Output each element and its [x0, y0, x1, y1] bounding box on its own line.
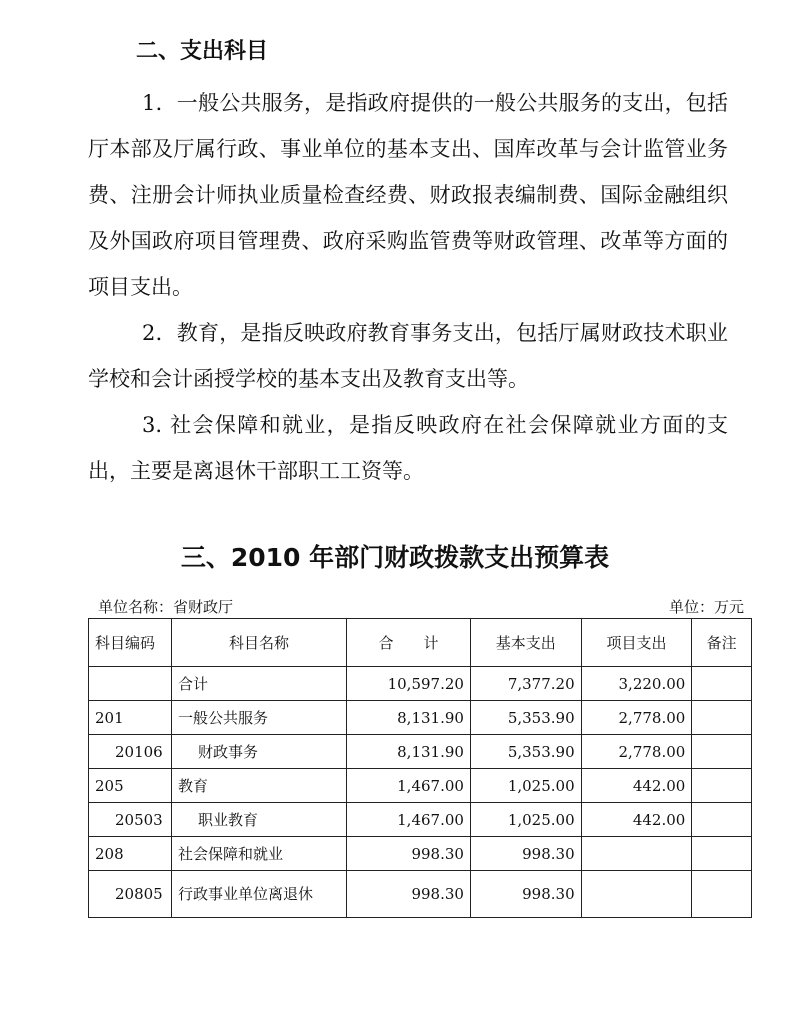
- table-row: [89, 871, 752, 918]
- cell-name: 财政事务: [172, 735, 347, 769]
- header-basic: 基本支出: [470, 619, 581, 667]
- table-row: [89, 667, 752, 701]
- unit-name-label: 单位名称：省财政厅: [98, 598, 234, 616]
- expenditure-descriptions: [88, 80, 728, 494]
- cell-basic: 7,377.20: [470, 667, 581, 701]
- cell-code: [89, 667, 172, 701]
- table-header-row: [89, 619, 752, 667]
- cell-code: 201: [89, 701, 172, 735]
- cell-note: [692, 769, 752, 803]
- cell-project: 3,220.00: [581, 667, 692, 701]
- cell-total: 8,131.90: [347, 735, 471, 769]
- header-project: 项目支出: [581, 619, 692, 667]
- cell-project: 442.00: [581, 769, 692, 803]
- cell-total: 998.30: [347, 871, 471, 918]
- header-code: 科目编码: [89, 619, 172, 667]
- table-row: [89, 837, 752, 871]
- cell-code: 20106: [89, 735, 172, 769]
- cell-name: 行政事业单位离退休: [172, 871, 347, 918]
- paragraph-general-public-services: 1．一般公共服务，是指政府提供的一般公共服务的支出，包括厅本部及厅属行政、事业单位的基本支出、国库改革与会计监管业务费、注册会计师执业质量检查经费、财政报表编制费、国际金融组织及外国政府项目管理费、政府采购监管费等财政管理、改革等方面的项目支出。: [88, 91, 728, 299]
- cell-name: 职业教育: [172, 803, 347, 837]
- cell-basic: 1,025.00: [470, 769, 581, 803]
- cell-basic: 998.30: [470, 837, 581, 871]
- paragraph-education: 2．教育，是指反映政府教育事务支出，包括厅属财政技术职业学校和会计函授学校的基本支出及教育支出等。: [88, 321, 728, 391]
- cell-basic: 1,025.00: [470, 803, 581, 837]
- cell-project: 2,778.00: [581, 701, 692, 735]
- cell-project: [581, 871, 692, 918]
- cell-name: 社会保障和就业: [172, 837, 347, 871]
- cell-note: [692, 837, 752, 871]
- cell-note: [692, 871, 752, 918]
- section-heading-budget-table: 三、2010 年部门财政拨款支出预算表: [180, 543, 610, 572]
- cell-project: 442.00: [581, 803, 692, 837]
- currency-unit-label: 单位：万元: [668, 598, 744, 616]
- cell-code: 20805: [89, 871, 172, 918]
- cell-project: 2,778.00: [581, 735, 692, 769]
- cell-total: 1,467.00: [347, 769, 471, 803]
- cell-note: [692, 701, 752, 735]
- cell-name: 教育: [172, 769, 347, 803]
- cell-note: [692, 667, 752, 701]
- table-row: [89, 735, 752, 769]
- cell-code: 208: [89, 837, 172, 871]
- cell-note: [692, 803, 752, 837]
- table-row: [89, 769, 752, 803]
- cell-name: 一般公共服务: [172, 701, 347, 735]
- header-note: 备注: [692, 619, 752, 667]
- header-total: 合 计: [347, 619, 471, 667]
- cell-code: 205: [89, 769, 172, 803]
- section-heading-expenditure-items: 二、支出科目: [136, 39, 269, 64]
- cell-total: 8,131.90: [347, 701, 471, 735]
- cell-basic: 5,353.90: [470, 735, 581, 769]
- cell-basic: 5,353.90: [470, 701, 581, 735]
- paragraph-social-security: 3. 社会保障和就业，是指反映政府在社会保障就业方面的支出，主要是离退休干部职工工资等。: [88, 413, 728, 483]
- cell-total: 998.30: [347, 837, 471, 871]
- table-row: [89, 701, 752, 735]
- header-name: 科目名称: [172, 619, 347, 667]
- cell-total: 10,597.20: [347, 667, 471, 701]
- cell-total: 1,467.00: [347, 803, 471, 837]
- cell-note: [692, 735, 752, 769]
- cell-name: 合计: [172, 667, 347, 701]
- table-row: [89, 803, 752, 837]
- cell-basic: 998.30: [470, 871, 581, 918]
- cell-project: [581, 837, 692, 871]
- cell-code: 20503: [89, 803, 172, 837]
- budget-table: [88, 618, 752, 918]
